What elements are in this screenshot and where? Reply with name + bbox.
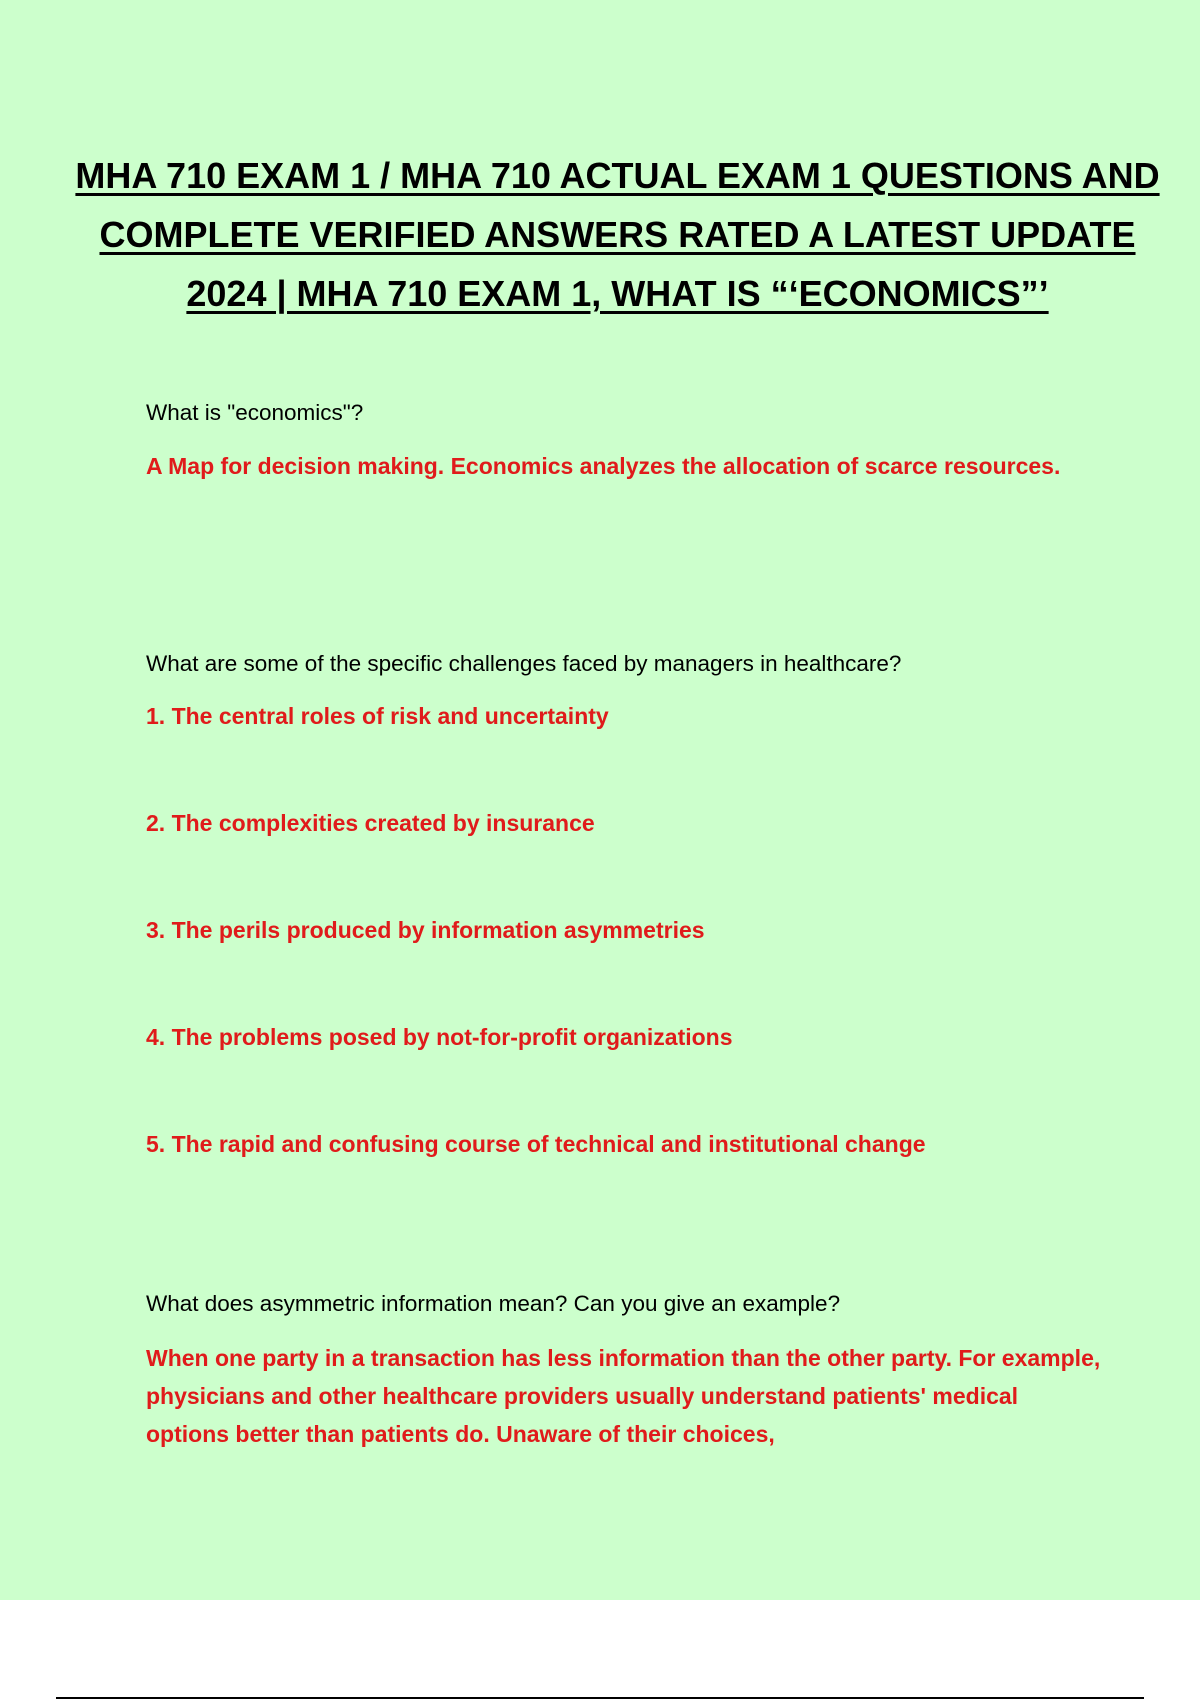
answer-1: A Map for decision making. Economics analyzes the allocation of scarce resources. (146, 453, 1061, 479)
question-3: What does asymmetric information mean? Can you give an example? (146, 1291, 841, 1316)
answer-2-item-5: 5. The rapid and confusing course of technical and institutional change (146, 1131, 926, 1157)
question-1: What is "economics"? (146, 400, 364, 425)
answer-3: When one party in a transaction has less information than the other party. For example, physicians and other healthcare providers usually understand patients' medical options better than patients do. Unaware of their choices, (146, 1345, 1101, 1447)
answer-2-item-3: 3. The perils produced by information asymmetries (146, 917, 705, 943)
answer-2-item-4: 4. The problems posed by not-for-profit organizations (146, 1024, 733, 1050)
answer-2-item-1: 1. The central roles of risk and uncertainty (146, 703, 609, 729)
footer-divider (56, 1697, 1144, 1699)
document-title: MHA 710 EXAM 1 / MHA 710 ACTUAL EXAM 1 QUESTIONS AND COMPLETE VERIFIED ANSWERS RATED A LATEST UPDATE 2024 | MHA 710 EXAM 1, WHAT IS “‘ECONOMICS”’ (75, 155, 1160, 314)
answer-2-item-2: 2. The complexities created by insurance (146, 810, 595, 836)
question-2: What are some of the specific challenges faced by managers in healthcare? (146, 651, 902, 676)
